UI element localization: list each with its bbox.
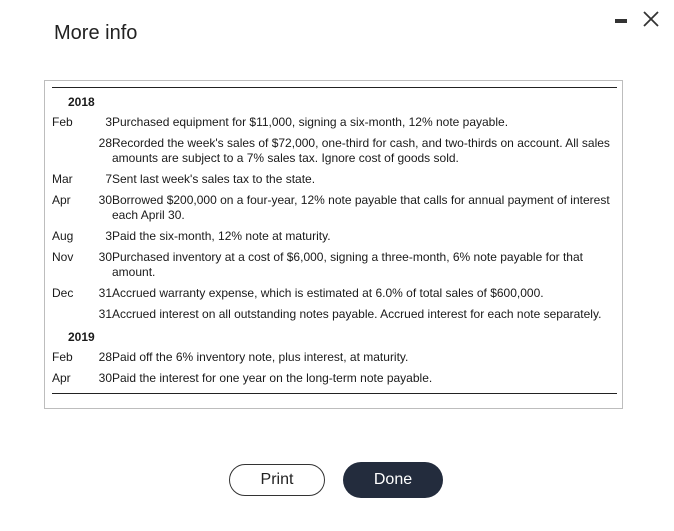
transaction-month: Feb [52,115,73,129]
transaction-description: Accrued warranty expense, which is estimated at 6.0% of total sales of $600,000. [112,286,544,300]
transaction-description: Accrued interest on all outstanding notes payable. Accrued interest for each note separately. [112,307,602,321]
transaction-month: Feb [52,350,73,364]
transaction-row [52,226,617,247]
transaction-description: Paid off the 6% inventory note, plus interest, at maturity. [112,350,409,364]
transaction-month: Dec [52,286,74,300]
transaction-day: 30 [98,193,112,207]
transaction-row [52,190,617,226]
transaction-description: Borrowed $200,000 on a four-year, 12% note payable that calls for annual payment of interest each April 30. [112,193,610,222]
transaction-day: 30 [98,250,112,264]
window-controls [614,9,660,29]
transactions-panel [44,80,623,409]
transaction-description: Purchased equipment for $11,000, signing a six-month, 12% note payable. [112,115,509,129]
transaction-row [52,133,617,169]
transaction-row [52,283,617,304]
transaction-description: Paid the interest for one year on the long-term note payable. [112,371,433,385]
transaction-month: Nov [52,250,74,264]
transaction-day: 30 [98,371,112,385]
transaction-month: Mar [52,172,73,186]
transaction-day: 3 [105,229,112,243]
transaction-row [52,169,617,190]
year-heading-row [52,325,617,347]
transaction-description: Sent last week's sales tax to the state. [112,172,316,186]
transaction-day: 3 [105,115,112,129]
transaction-row [52,368,617,389]
transaction-row [52,112,617,133]
transaction-month: Aug [52,229,74,243]
transactions-table [52,87,617,394]
year-heading: 2019 [68,330,95,344]
transaction-description: Paid the six-month, 12% note at maturity. [112,229,331,243]
transaction-month [52,133,90,169]
minimize-icon[interactable] [614,9,628,29]
transaction-day: 7 [105,172,112,186]
year-heading: 2018 [68,95,95,109]
transaction-day: 31 [98,286,112,300]
print-button[interactable]: Print [229,464,325,496]
transaction-day: 28 [98,350,112,364]
transaction-row [52,347,617,368]
transaction-row [52,247,617,283]
close-icon[interactable] [642,9,660,29]
transaction-description: Purchased inventory at a cost of $6,000, signing a three-month, 6% note payable for that amount. [112,250,583,279]
year-heading-row [52,88,617,112]
transaction-month [52,304,90,325]
transaction-row [52,304,617,325]
transaction-description: Recorded the week's sales of $72,000, one-third for cash, and two-thirds on account. All sales amounts are subject to a 7% sales tax. Ignore cost of goods sold. [112,136,610,165]
transaction-day: 31 [98,307,112,321]
transaction-month: Apr [52,193,71,207]
done-button[interactable]: Done [343,462,443,498]
transaction-month: Apr [52,371,71,385]
transaction-day: 28 [98,136,112,150]
dialog-title: More info [54,22,138,44]
